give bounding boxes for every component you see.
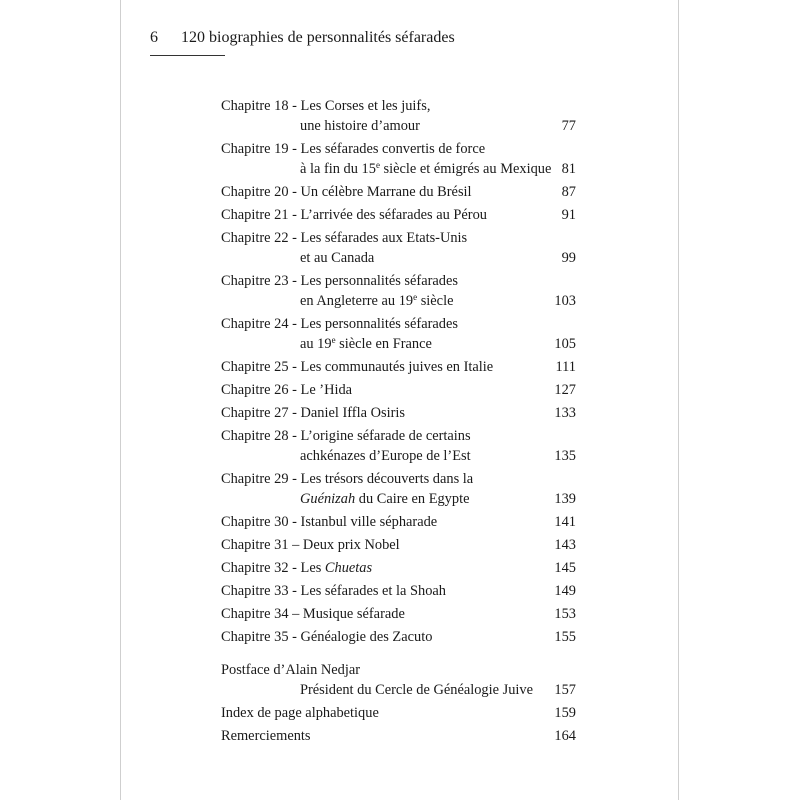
toc-entry[interactable] (221, 535, 576, 555)
toc-entry[interactable] (221, 139, 576, 179)
toc-page-number: 139 (554, 491, 576, 507)
toc-entry[interactable] (221, 403, 576, 423)
toc-entry-title: Index de page alphabetique (221, 705, 379, 721)
toc-page-number: 127 (554, 382, 576, 398)
toc-page-number: 135 (554, 448, 576, 464)
toc-entry-title: Chapitre 26 - Le ’Hida (221, 382, 353, 398)
toc-entry-title: Chapitre 33 - Les séfarades et la Shoah (221, 583, 446, 599)
toc-page-number: 153 (554, 606, 576, 622)
ordinal-superscript: e (413, 292, 418, 302)
toc-entry-continuation (221, 334, 526, 354)
continuation-text: en Angleterre au 19 (300, 293, 414, 309)
toc-page-number: 141 (554, 514, 576, 530)
toc-entry[interactable] (221, 469, 576, 509)
toc-entry[interactable] (221, 604, 576, 624)
toc-page-number: 77 (561, 118, 576, 134)
toc-entry-title: Chapitre 34 – Musique séfarade (221, 606, 405, 622)
continuation-text: à la fin du 15 (300, 161, 376, 177)
toc-entry[interactable] (221, 726, 576, 746)
toc-entry[interactable] (221, 512, 576, 532)
table-of-contents (221, 96, 576, 749)
running-header (150, 29, 455, 51)
toc-entry-title: Chapitre 20 - Un célèbre Marrane du Brésil (221, 184, 472, 200)
continuation-text: siècle (417, 293, 454, 309)
toc-entry-title: Chapitre 21 - L’arrivée des séfarades au Pérou (221, 207, 487, 223)
toc-entry[interactable] (221, 205, 576, 225)
toc-entry-title: Chapitre 31 – Deux prix Nobel (221, 537, 400, 553)
toc-entry[interactable] (221, 426, 576, 466)
toc-entry-continuation: achkénazes d’Europe de l’Est (300, 448, 471, 464)
toc-entry[interactable] (221, 660, 576, 700)
toc-page-number: 87 (561, 184, 576, 200)
toc-entry[interactable] (221, 228, 576, 268)
toc-page-number: 157 (554, 682, 576, 698)
toc-entry-title: Chapitre 22 - Les séfarades aux Etats-Unis (221, 230, 468, 246)
toc-entry[interactable] (221, 314, 576, 354)
toc-entry[interactable] (221, 703, 576, 723)
continuation-text: au 19 (300, 336, 332, 352)
toc-entry-title-prefix: Chapitre 32 - Les (221, 560, 325, 576)
toc-entry-title: Chapitre 18 - Les Corses et les juifs, (221, 98, 431, 114)
toc-entry-title: Chapitre 25 - Les communautés juives en Italie (221, 359, 494, 375)
toc-page-number: 91 (561, 207, 576, 223)
toc-entry-title: Chapitre 19 - Les séfarades convertis de force (221, 141, 486, 157)
continuation-text: du Caire en Egypte (355, 491, 470, 507)
toc-entry-title: Chapitre 24 - Les personnalités séfarades (221, 316, 458, 332)
toc-page-number: 133 (554, 405, 576, 421)
toc-page-number: 149 (554, 583, 576, 599)
toc-entry[interactable] (221, 357, 576, 377)
toc-entry-title: Remerciements (221, 728, 311, 744)
toc-entry-continuation (221, 489, 526, 509)
toc-entry-title: Chapitre 29 - Les trésors découverts dans la (221, 471, 474, 487)
continuation-italic: Guénizah (300, 491, 356, 507)
toc-page-number: 111 (555, 359, 576, 375)
toc-page-number: 164 (554, 728, 576, 744)
toc-page-number: 159 (554, 705, 576, 721)
toc-entry-continuation: une histoire d’amour (300, 118, 420, 134)
toc-page-number: 143 (554, 537, 576, 553)
toc-entry[interactable] (221, 380, 576, 400)
toc-entry[interactable] (221, 271, 576, 311)
toc-page-number: 155 (554, 629, 576, 645)
toc-entry-continuation (221, 291, 526, 311)
toc-entry-continuation (221, 159, 552, 179)
toc-page-number: 105 (554, 336, 576, 352)
toc-entry[interactable] (221, 581, 576, 601)
page-number: 6 (150, 29, 158, 46)
toc-entry-title: Chapitre 27 - Daniel Iffla Osiris (221, 405, 405, 421)
toc-page-number: 81 (561, 161, 576, 177)
toc-entry[interactable] (221, 558, 576, 578)
header-rule (150, 55, 225, 56)
toc-entry-continuation: Président du Cercle de Généalogie Juive (300, 682, 533, 698)
toc-entry-title: Chapitre 35 - Généalogie des Zacuto (221, 629, 433, 645)
toc-entry[interactable] (221, 96, 576, 136)
toc-entry-title: Chapitre 23 - Les personnalités séfarades (221, 273, 458, 289)
toc-page-number: 145 (554, 560, 576, 576)
toc-page-number: 103 (554, 293, 576, 309)
toc-entry-continuation: et au Canada (300, 250, 375, 266)
toc-entry-title: Chapitre 30 - Istanbul ville sépharade (221, 514, 438, 530)
continuation-text: siècle et émigrés au Mexique (379, 161, 552, 177)
book-title: 120 biographies de personnalités séfarades (181, 29, 455, 46)
continuation-text: siècle en France (335, 336, 432, 352)
toc-page-number: 99 (561, 250, 576, 266)
toc-entry[interactable] (221, 182, 576, 202)
ordinal-superscript: e (331, 335, 336, 345)
toc-entry-title: Chapitre 28 - L’origine séfarade de certains (221, 428, 471, 444)
toc-entry[interactable] (221, 627, 576, 647)
toc-entry-title-italic: Chuetas (324, 560, 373, 576)
toc-entry-title (221, 558, 526, 578)
toc-entry-title: Postface d’Alain Nedjar (221, 662, 361, 678)
ordinal-superscript: e (375, 160, 380, 170)
